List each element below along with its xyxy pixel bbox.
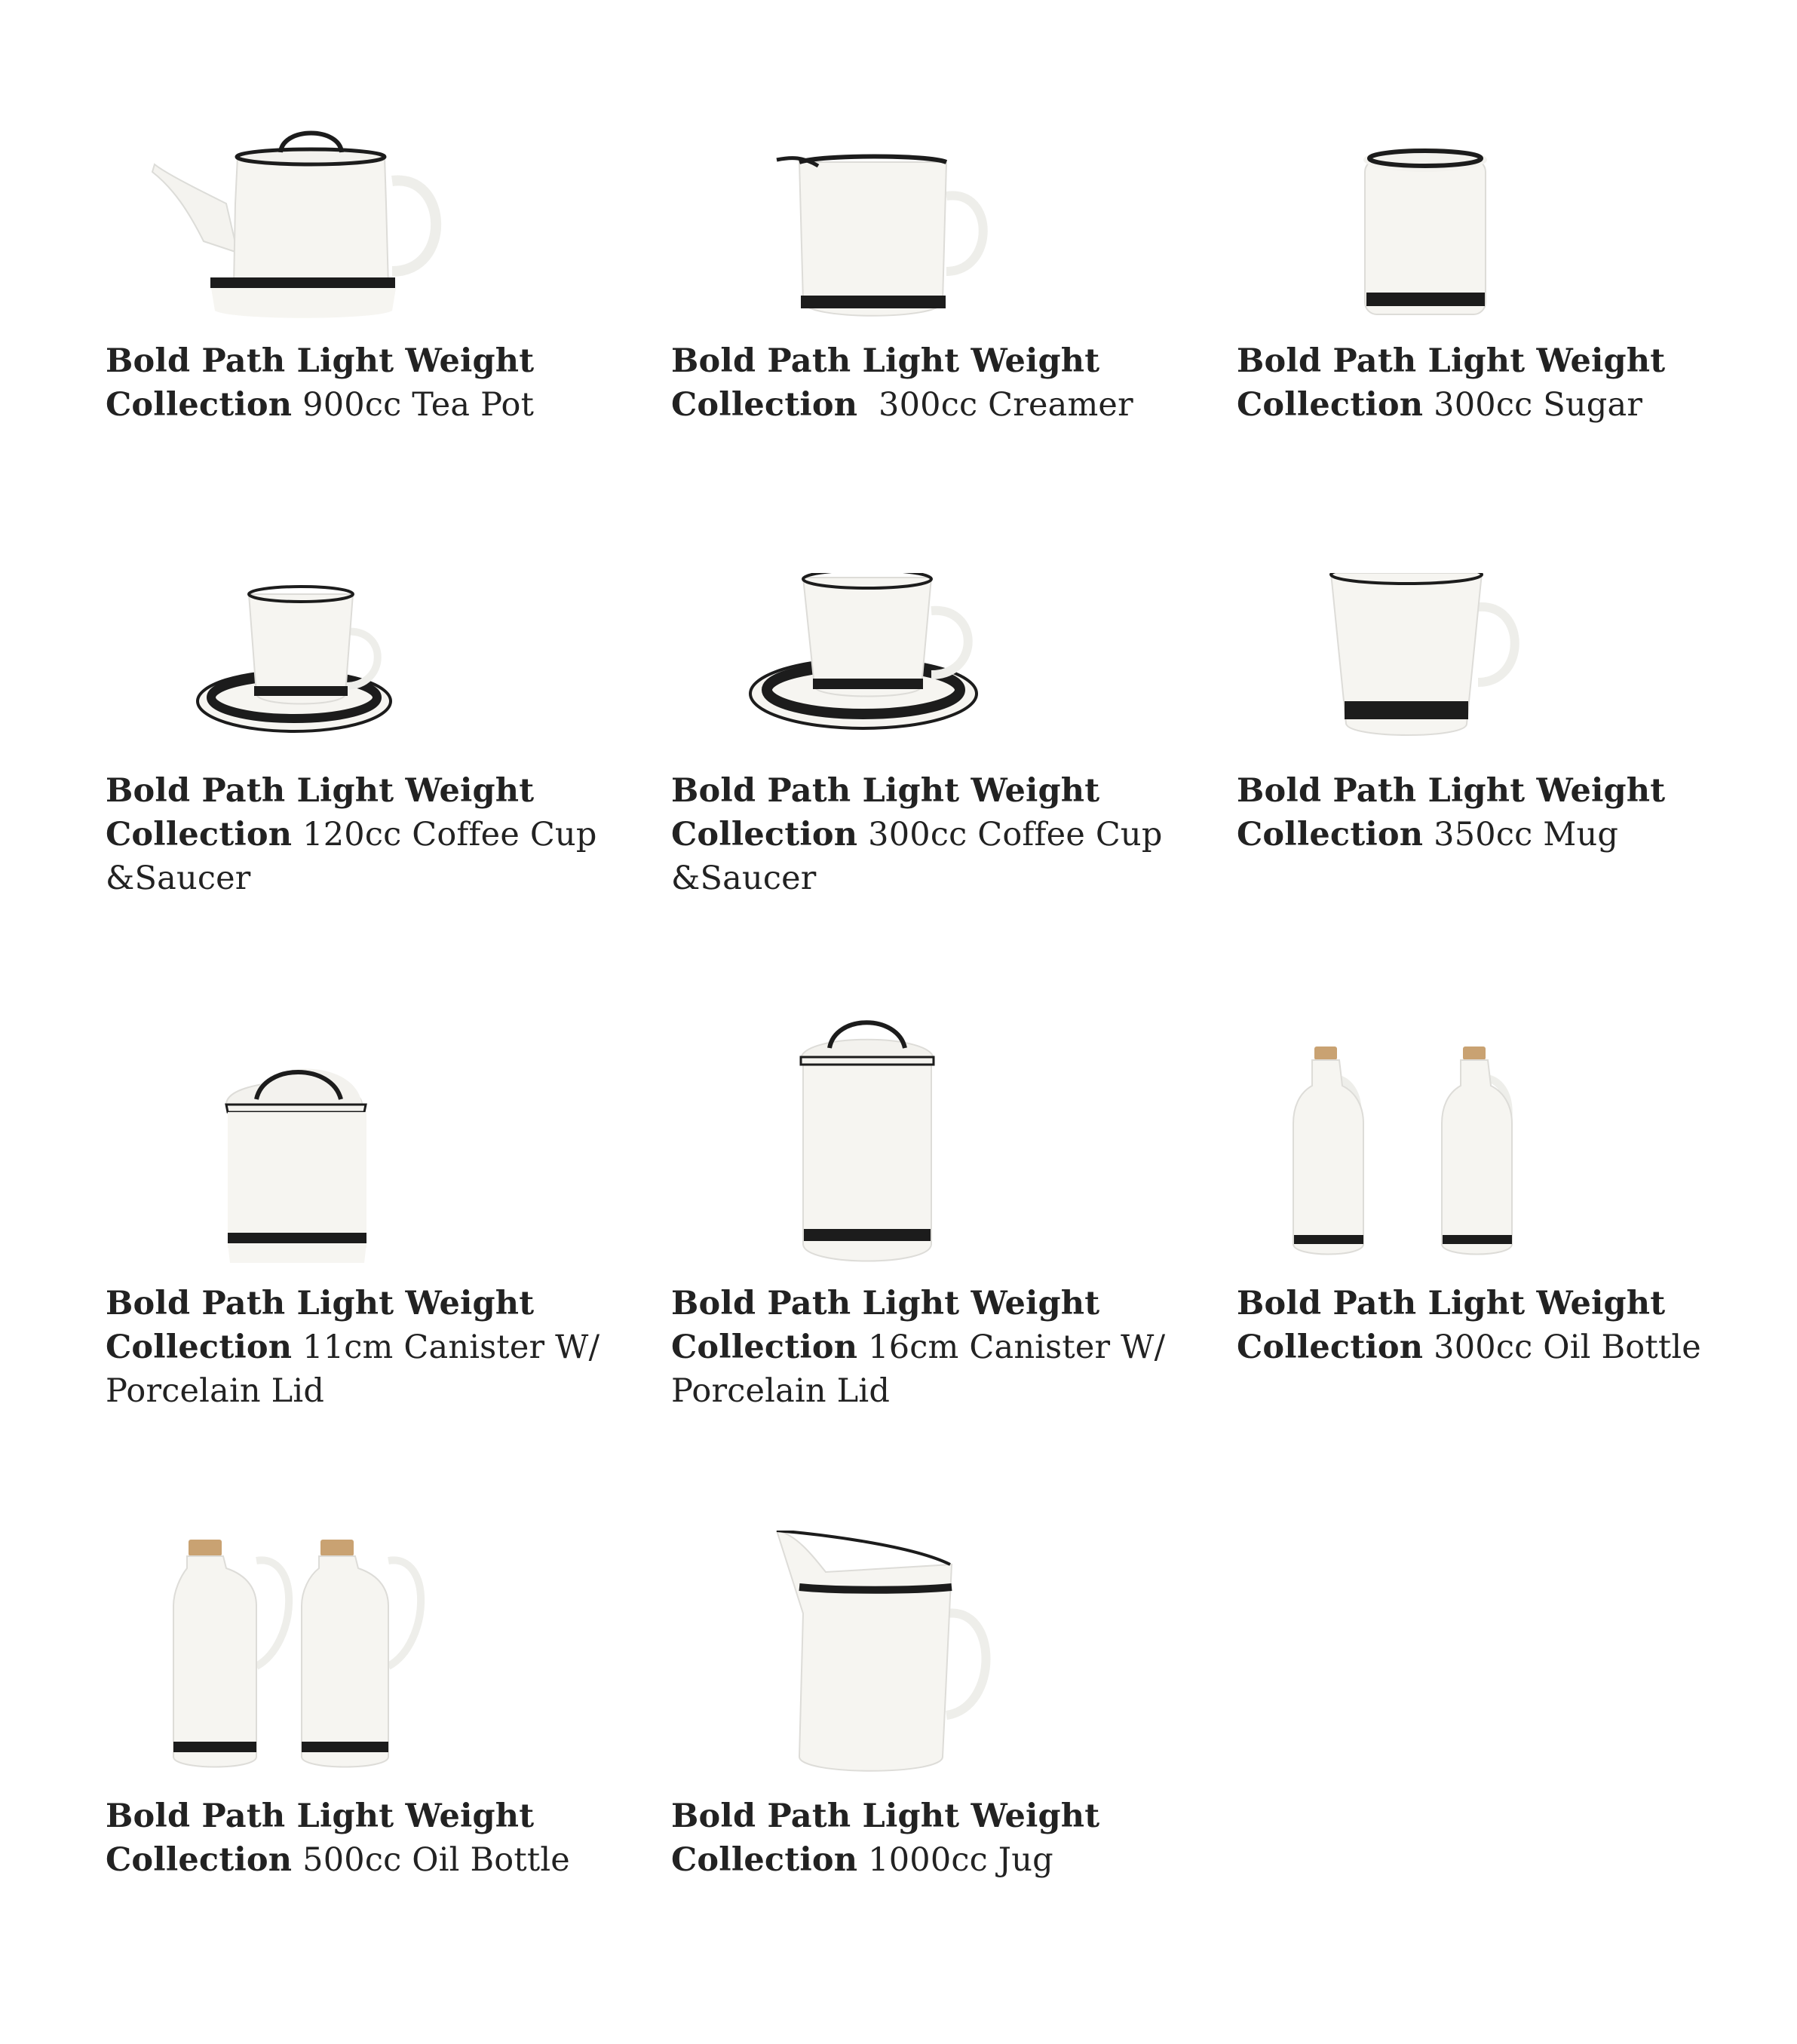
product-series: Bold Path Light Weight <box>671 1285 1100 1322</box>
product-name: 1000cc Jug <box>868 1841 1053 1879</box>
product-card-small-oil-bottles[interactable] <box>1237 1018 1734 1366</box>
product-name: 11cm Canister W/ Porcelain Lid <box>106 1328 600 1410</box>
large-cup-saucer-image[interactable] <box>671 573 1169 754</box>
product-collection: Collection <box>1237 816 1424 853</box>
product-caption[interactable] <box>671 1794 1169 1882</box>
product-card-large-canister[interactable] <box>671 1018 1169 1410</box>
product-collection: Collection <box>671 386 858 424</box>
product-name: 300cc Sugar <box>1434 386 1643 424</box>
product-collection: Collection <box>671 1328 858 1366</box>
product-caption[interactable] <box>106 1794 603 1882</box>
product-caption[interactable] <box>1237 339 1734 427</box>
product-series: Bold Path Light Weight <box>671 772 1100 810</box>
product-caption[interactable] <box>671 769 1169 900</box>
product-caption[interactable] <box>671 1282 1169 1413</box>
product-name: 900cc Tea Pot <box>302 386 535 424</box>
product-caption[interactable] <box>106 769 603 900</box>
product-name: 300cc Creamer <box>879 386 1133 424</box>
product-collection: Collection <box>1237 1328 1424 1366</box>
product-caption[interactable] <box>106 339 603 427</box>
product-series: Bold Path Light Weight <box>1237 772 1666 810</box>
product-collection: Collection <box>671 816 858 853</box>
product-caption[interactable] <box>106 1282 603 1413</box>
sugar-image[interactable] <box>1237 113 1734 332</box>
product-name: 500cc Oil Bottle <box>302 1841 570 1879</box>
product-collection: Collection <box>671 1841 858 1879</box>
product-caption[interactable] <box>671 339 1169 427</box>
product-card-large-cup-saucer[interactable] <box>671 573 1169 897</box>
product-name: 16cm Canister W/ Porcelain Lid <box>671 1328 1166 1410</box>
teapot-image[interactable] <box>106 113 603 332</box>
creamer-image[interactable] <box>671 113 1169 332</box>
product-card-sugar[interactable] <box>1237 113 1734 424</box>
product-series: Bold Path Light Weight <box>671 1797 1100 1835</box>
product-collection: Collection <box>106 1841 293 1879</box>
mug-image[interactable] <box>1237 573 1734 754</box>
product-series: Bold Path Light Weight <box>106 772 535 810</box>
product-card-creamer[interactable] <box>671 113 1169 424</box>
large-oil-bottles-image[interactable] <box>106 1531 603 1779</box>
product-card-small-canister[interactable] <box>106 1018 603 1410</box>
product-series: Bold Path Light Weight <box>106 1285 535 1322</box>
product-card-large-oil-bottles[interactable] <box>106 1531 603 1879</box>
product-series: Bold Path Light Weight <box>1237 342 1666 380</box>
product-name: 300cc Coffee Cup &Saucer <box>671 816 1163 897</box>
product-card-teapot[interactable] <box>106 113 603 424</box>
small-canister-image[interactable] <box>106 1018 603 1267</box>
product-collection: Collection <box>106 386 293 424</box>
product-caption[interactable] <box>1237 769 1734 857</box>
small-oil-bottles-image[interactable] <box>1237 1018 1734 1267</box>
product-series: Bold Path Light Weight <box>1237 1285 1666 1322</box>
product-name: 120cc Coffee Cup &Saucer <box>106 816 597 897</box>
product-caption[interactable] <box>1237 1282 1734 1369</box>
product-collection: Collection <box>106 816 293 853</box>
product-card-mug[interactable] <box>1237 573 1734 853</box>
large-canister-image[interactable] <box>671 1018 1169 1267</box>
product-name: 350cc Mug <box>1434 816 1619 853</box>
product-collection: Collection <box>106 1328 293 1366</box>
product-collection: Collection <box>1237 386 1424 424</box>
product-name: 300cc Oil Bottle <box>1434 1328 1701 1366</box>
product-series: Bold Path Light Weight <box>106 1797 535 1835</box>
product-card-jug[interactable] <box>671 1531 1169 1879</box>
product-series: Bold Path Light Weight <box>106 342 535 380</box>
small-cup-saucer-image[interactable] <box>106 573 603 754</box>
product-series: Bold Path Light Weight <box>671 342 1100 380</box>
jug-image[interactable] <box>671 1531 1169 1779</box>
product-card-small-cup-saucer[interactable] <box>106 573 603 897</box>
